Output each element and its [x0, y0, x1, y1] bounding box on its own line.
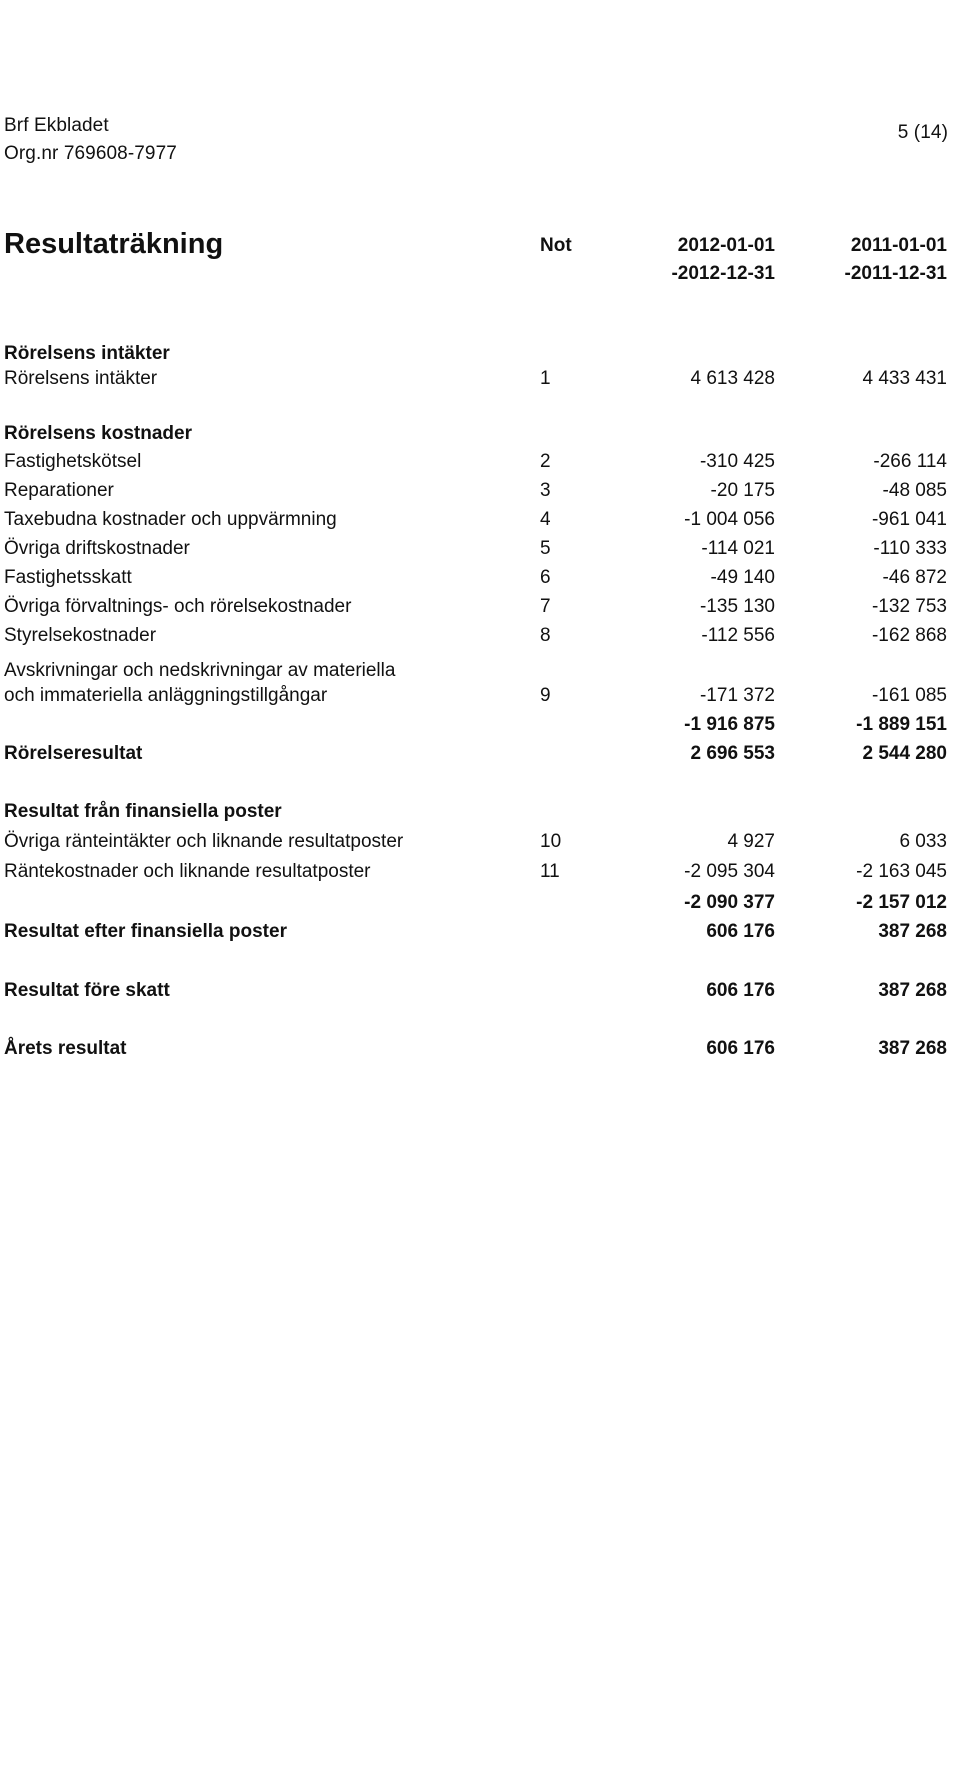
- row-label: och immateriella anläggningstillgångar: [4, 685, 328, 706]
- table-row: [0, 509, 960, 537]
- row-label: Resultat från finansiella poster: [4, 801, 282, 822]
- row-value-2011: -961 041: [871, 509, 947, 530]
- total-row: [0, 743, 960, 771]
- row-value-2011: 387 268: [878, 921, 947, 942]
- row-note: 10: [540, 831, 562, 852]
- row-label: Avskrivningar och nedskrivningar av materiella: [4, 660, 396, 681]
- row-value-2012: -49 140: [710, 567, 775, 588]
- page-number: 5 (14): [897, 122, 948, 143]
- row-value-2012: -1 916 875: [684, 714, 775, 735]
- table-row: [0, 451, 960, 479]
- subtotal-row: [0, 714, 960, 742]
- row-value-2012: -1 004 056: [684, 509, 775, 530]
- net-result-row: [0, 1038, 960, 1066]
- row-value-2011: -46 872: [882, 567, 947, 588]
- row-note: 9: [540, 685, 551, 706]
- total-row: [0, 921, 960, 949]
- row-value-2012: -2 095 304: [684, 861, 775, 882]
- row-value-2011: 6 033: [899, 831, 947, 852]
- row-note: 8: [540, 625, 551, 646]
- row-label: Resultat före skatt: [4, 980, 170, 1001]
- row-value-2012: 606 176: [706, 921, 775, 942]
- row-value-2012: -135 130: [699, 596, 775, 617]
- row-label: Övriga förvaltnings- och rörelsekostnader: [4, 596, 352, 617]
- row-label: Rörelsens intäkter: [4, 368, 158, 389]
- row-value-2011: 4 433 431: [862, 368, 947, 389]
- row-value-2011: -161 085: [871, 685, 947, 706]
- table-row: [0, 596, 960, 624]
- statement-title: Resultaträkning: [4, 228, 224, 260]
- table-row: [0, 861, 960, 889]
- row-value-2011: -132 753: [871, 596, 947, 617]
- org-name: Brf Ekbladet: [4, 115, 109, 136]
- table-row: [0, 831, 960, 859]
- row-label: Rörelsens intäkter: [4, 343, 170, 364]
- row-label: Räntekostnader och liknande resultatposter: [4, 861, 371, 882]
- row-note: 7: [540, 596, 551, 617]
- row-note: 6: [540, 567, 551, 588]
- subtotal-row: [0, 892, 960, 920]
- table-row: [0, 567, 960, 595]
- period-2011-header: [845, 232, 947, 288]
- row-value-2011: -110 333: [873, 538, 947, 559]
- row-label: Styrelsekostnader: [4, 625, 157, 646]
- row-value-2012: 4 613 428: [690, 368, 775, 389]
- table-row: [0, 480, 960, 508]
- table-row: [0, 538, 960, 566]
- row-label: Resultat efter finansiella poster: [4, 921, 287, 942]
- note-column-header: Not: [540, 235, 572, 256]
- table-row: [0, 368, 960, 396]
- period-2011-start: 2011-01-01: [850, 235, 947, 256]
- row-label: Rörelseresultat: [4, 743, 143, 764]
- row-value-2011: -266 114: [873, 451, 947, 472]
- row-label: Övriga driftskostnader: [4, 538, 190, 559]
- row-value-2011: -2 163 045: [856, 861, 947, 882]
- row-label: Övriga ränteintäkter och liknande resultatposter: [4, 831, 404, 852]
- row-value-2012: -2 090 377: [684, 892, 775, 913]
- org-number: Org.nr 769608-7977: [4, 143, 177, 164]
- row-label: Årets resultat: [4, 1038, 127, 1059]
- row-value-2012: 606 176: [706, 980, 775, 1001]
- row-value-2011: -162 868: [871, 625, 947, 646]
- row-value-2012: -310 425: [699, 451, 775, 472]
- row-value-2012: 606 176: [706, 1038, 775, 1059]
- row-label: Fastighetsskatt: [4, 567, 132, 588]
- row-note: 2: [540, 451, 551, 472]
- row-value-2011: -48 085: [882, 480, 947, 501]
- row-label: Fastighetskötsel: [4, 451, 142, 472]
- total-row: [0, 980, 960, 1008]
- row-value-2011: 2 544 280: [862, 743, 947, 764]
- row-value-2012: -114 021: [701, 538, 775, 559]
- table-row: [0, 685, 960, 713]
- row-label: Reparationer: [4, 480, 114, 501]
- row-label: Taxebudna kostnader och uppvärmning: [4, 509, 337, 530]
- table-row: [0, 625, 960, 653]
- row-note: 11: [540, 861, 560, 882]
- period-2012-start: 2012-01-01: [677, 235, 775, 256]
- row-value-2011: 387 268: [878, 1038, 947, 1059]
- period-2011-end: -2011-12-31: [844, 263, 947, 284]
- table-row: [0, 660, 960, 688]
- row-value-2011: -2 157 012: [856, 892, 947, 913]
- row-note: 5: [540, 538, 551, 559]
- row-value-2012: -171 372: [699, 685, 775, 706]
- period-2012-end: -2012-12-31: [671, 263, 775, 284]
- row-note: 1: [540, 368, 551, 389]
- period-2012-header: [671, 232, 775, 288]
- row-note: 3: [540, 480, 551, 501]
- row-note: 4: [540, 509, 551, 530]
- section-heading: [0, 801, 960, 829]
- row-value-2012: -112 556: [701, 625, 775, 646]
- row-label: Rörelsens kostnader: [4, 423, 192, 444]
- section-heading: [0, 423, 960, 451]
- row-value-2012: -20 175: [710, 480, 775, 501]
- row-value-2011: 387 268: [878, 980, 947, 1001]
- row-value-2012: 4 927: [727, 831, 775, 852]
- row-value-2011: -1 889 151: [856, 714, 947, 735]
- section-heading: [0, 343, 960, 371]
- row-value-2012: 2 696 553: [690, 743, 775, 764]
